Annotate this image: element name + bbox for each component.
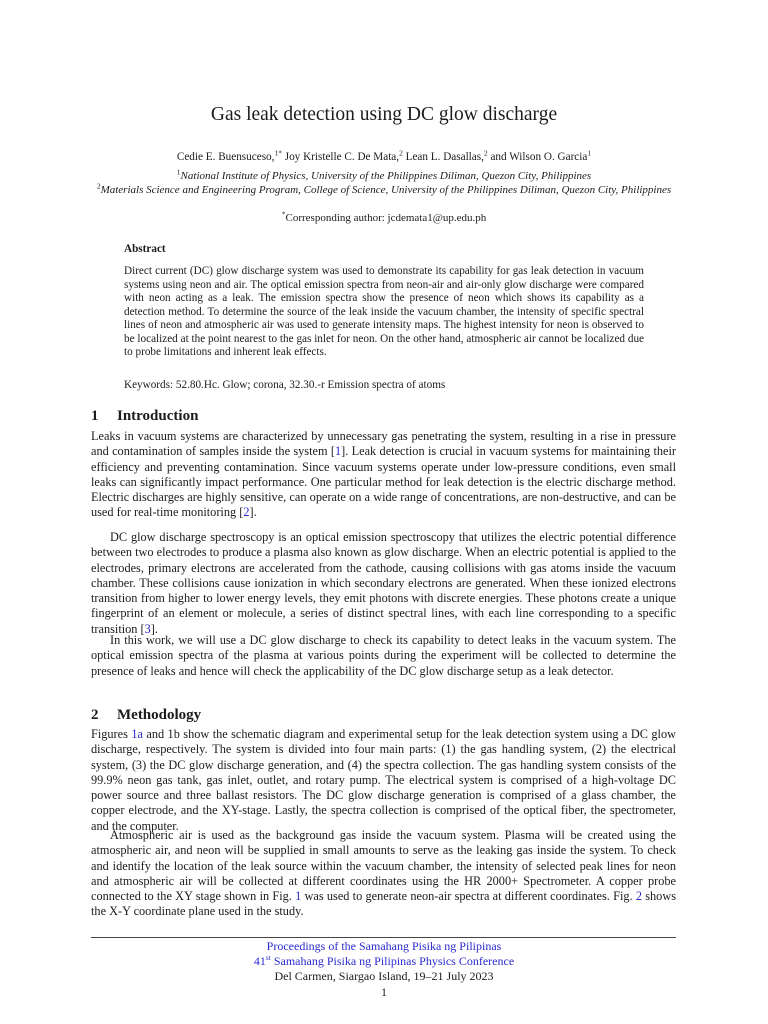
page-number: 1 <box>381 985 387 999</box>
intro-paragraph-2 <box>91 530 676 637</box>
paragraph-text: Leaks in vacuum systems are characterized by unnecessary gas penetrating the system, resulting in a rise in pressure and contamination of samples inside the system [ <box>91 429 676 459</box>
paragraph-text: ]. Leak detection is crucial in vacuum systems for maintaining their efficiency and preventing contamination. Since vacuum systems operate under low-pressure conditions, even small leaks can significantly impact performance. One particular method for leak detection is the electric discharge method. Electric discharges are highly sensitive, can operate on a wide range of concentrations, are non-destructive, and can be used for real-time monitoring [ <box>91 444 676 520</box>
citation-link[interactable]: 2 <box>243 505 250 520</box>
footer-location-date: Del Carmen, Siargao Island, 19–21 July 2023 <box>274 969 494 983</box>
author-name: Joy Kristelle C. De Mata, <box>284 151 400 163</box>
corresponding-author-text: Corresponding author: jcdemata1@up.edu.ph <box>285 212 487 224</box>
section-number: 1 <box>91 408 99 424</box>
keywords: Keywords: 52.80.Hc. Glow; corona, 32.30.-r Emission spectra of atoms <box>124 379 446 391</box>
abstract-text: Direct current (DC) glow discharge system was used to demonstrate its capability for gas leak detection in vacuum systems using neon and air. The optical emission spectra from neon-air and air-only glow discharge were compared with neon acting as a leak. The emission spectra show the presence of neon which shows its capability as a detection method. To determine the source of the leak inside the vacuum chamber, the intensity of specific spectral lines of neon and atmospheric air was used to generate intensity maps. The highest intensity for neon is observed to be localized at the point nearest to the gas inlet for neon. On the other hand, atmospheric air cannot be localized due to probe limitations and inherent leak effects. <box>124 265 644 358</box>
ordinal-suffix: st <box>265 953 271 962</box>
citation-link[interactable]: 1 <box>334 444 342 459</box>
author-name: Lean L. Dasallas, <box>405 151 484 163</box>
affiliation-mark: 1 <box>176 167 181 177</box>
method-paragraph-2 <box>91 828 676 920</box>
author-affiliation-mark: 2 <box>399 148 403 158</box>
paragraph-text: ]. <box>150 621 158 636</box>
figure-link[interactable]: 1 <box>295 889 302 904</box>
section-title: Introduction <box>117 408 199 424</box>
author-affiliation-mark: 1 <box>587 148 592 158</box>
author-affiliation-mark: 1* <box>274 148 282 158</box>
section-heading-methodology <box>91 707 201 724</box>
footer-proceedings[interactable]: Proceedings of the Samahang Pisika ng Pilipinas <box>266 939 502 953</box>
author-name: and Wilson O. Garcia <box>490 151 588 163</box>
footer-divider <box>91 937 676 938</box>
paragraph-text: shows the X-Y coordinate plane used in the study. <box>91 889 676 919</box>
paragraph-text: DC glow discharge spectroscopy is an optical emission spectroscopy that utilizes the electric potential difference between two electrodes to produce a plasma also known as glow discharge. When an electric potential is applied to the electrodes, primary electrons are accelerated from the cathode, causing collisions with gas atoms inside the vacuum chamber. These collisions cause ionization in which secondary electrons are generated. When these ionized electrons transition from higher to lower energy levels, they emit photons with discrete energies. These photons create a unique fingerprint of an element or molecule, a series of distinct spectral lines, with each line corresponding to a specific transition [ <box>91 530 676 636</box>
section-heading-introduction <box>91 408 198 425</box>
affiliation-mark: 2 <box>96 181 101 191</box>
intro-paragraph-1 <box>91 429 676 521</box>
paper-title: Gas leak detection using DC glow discharge <box>210 104 558 125</box>
paragraph-text: Figures <box>91 727 132 741</box>
conference-name: Samahang Pisika ng Pilipinas Physics Conference <box>270 954 515 968</box>
paragraph-text: was used to generate neon-air spectra at different coordinates. Fig. <box>301 889 636 904</box>
corresponding-mark: * <box>281 209 286 219</box>
affiliation-text: National Institute of Physics, University of the Philippines Diliman, Quezon City, Philippines <box>180 170 592 182</box>
paragraph-text: Atmospheric air is used as the background gas inside the vacuum system. Plasma will be created using the atmospheric air, and neon will be supplied in small amounts to serve as the leaking gas inside the system. To check and identify the location of the leak source within the vacuum chamber, the intensity of selected peak lines for neon and atmospheric air will be collected at different coordinates using the HR 2000+ Spectrometer. A copper probe connected to the XY stage shown in Fig. <box>91 828 676 904</box>
affiliation-2 <box>86 182 682 198</box>
author-list <box>0 148 768 163</box>
abstract-heading: Abstract <box>124 243 166 255</box>
paragraph-text: and 1b show the schematic diagram and experimental setup for the leak detection system using a DC glow discharge, respectively. The system is divided into four main parts: (1) the gas handling system, (2) the electrical system, (3) the DC glow discharge generation, and (4) the spectra collection. The gas handling system consists of the 99.9% neon gas tank, gas inlet, outlet, and rotary pump. The electrical system is comprised of a high-voltage DC power source and three ballast resistors. The DC glow discharge generation is comprised of a glass chamber, the copper electrode, and the XY-stage. Lastly, the spectra collection is comprised of the optical fiber, the spectrometer, and the computer. <box>91 727 676 833</box>
conference-number: 41 <box>253 954 266 968</box>
figure-link[interactable]: 1a <box>131 727 143 741</box>
author-affiliation-mark: 2 <box>483 148 488 158</box>
corresponding-author <box>86 210 682 226</box>
footer-conference[interactable] <box>0 954 768 969</box>
author-name: Cedie E. Buensuceso, <box>176 151 275 163</box>
section-number: 2 <box>91 707 99 723</box>
paragraph-text: ]. <box>249 505 257 520</box>
citation-link[interactable]: 3 <box>144 621 151 636</box>
section-title: Methodology <box>117 707 202 723</box>
affiliation-text: Materials Science and Engineering Program, College of Science, University of the Philippines Diliman, Quezon City, Philippines <box>100 184 672 196</box>
method-paragraph-1 <box>91 727 676 834</box>
intro-paragraph-3: In this work, we will use a DC glow discharge to check its capability to detect leaks in the vacuum system. The optical emission spectra of the plasma at various points during the experiment will be collected to determine the presence of leaks and hence will check the applicability of the DC glow discharge setup as a leak detector. <box>91 633 676 678</box>
figure-link[interactable]: 2 <box>635 889 642 904</box>
